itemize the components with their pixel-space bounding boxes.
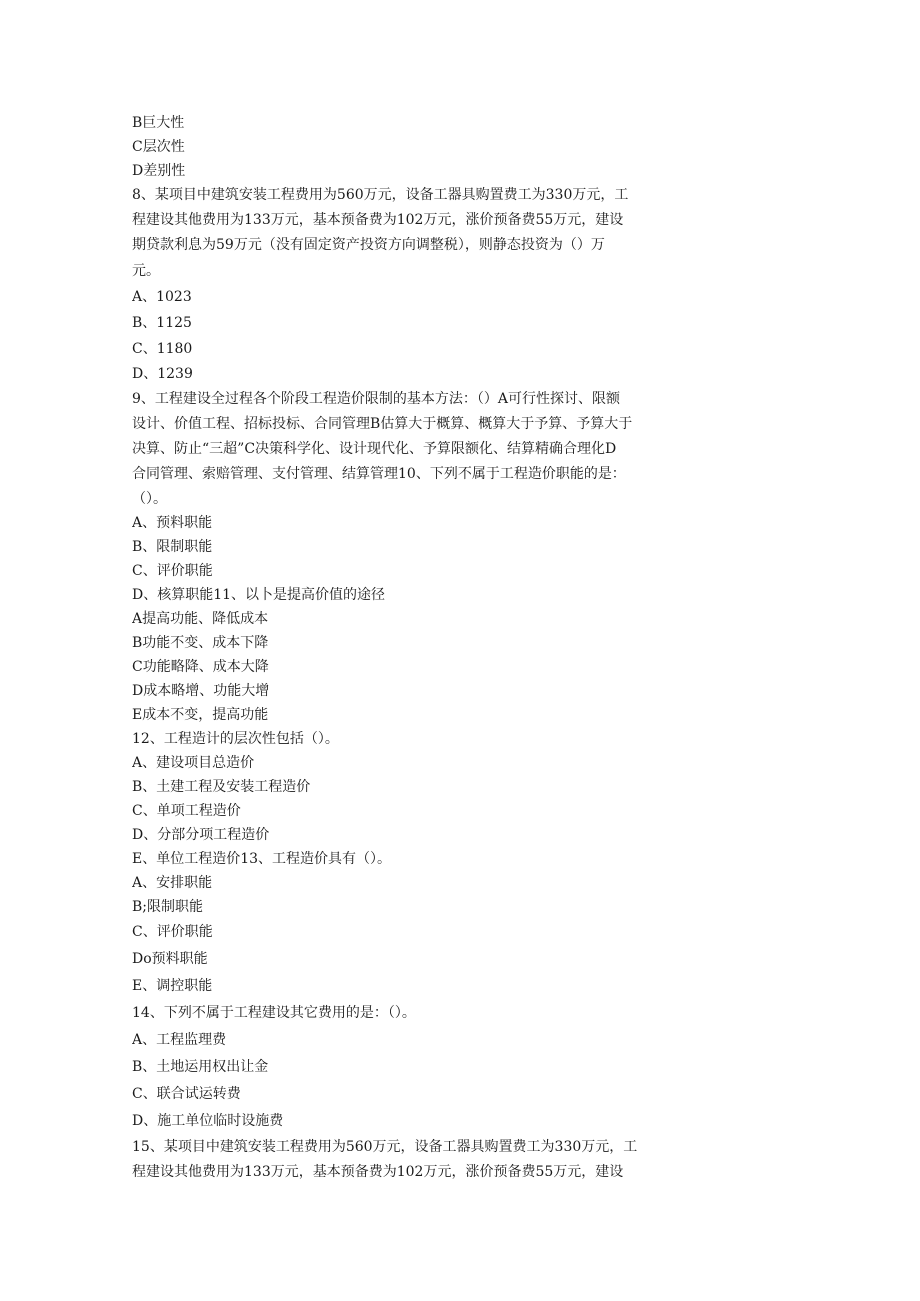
document-body [132, 111, 692, 1185]
text-line: 决算、防止“三超”C决策科学化、设计现代化、予算限额化、结算精确合理化D [132, 441, 617, 457]
text-line: D差别性 [132, 163, 186, 179]
text-line: C层次性 [132, 139, 185, 155]
text-line: B;限制职能 [132, 899, 204, 915]
text-line: C、评价职能 [132, 924, 213, 940]
text-line: （）。 [132, 491, 167, 507]
text-line: B、土地运用权出让金 [132, 1059, 269, 1075]
text-line: E成本不变，提高功能 [132, 707, 269, 723]
text-line: C功能略降、成本大降 [132, 659, 269, 675]
text-line: C、单项工程造价 [132, 803, 241, 819]
text-line: D、分部分项工程造价 [132, 827, 270, 843]
text-line: 程建设其他费用为133万元，基本预备费为102万元，涨价预备费55万元，建设 [132, 1164, 624, 1180]
text-line: 合同管理、索赔管理、支付管理、结算管理10、下列不属于工程造价职能的是： [132, 466, 626, 482]
text-line: 9、工程建设全过程各个阶段工程造价限制的基本方法：（）A可行性探讨、限额 [132, 391, 621, 407]
text-line: C、1180 [132, 341, 193, 357]
text-line: 程建设其他费用为133万元，基本预备费为102万元，涨价预备费55万元，建设 [132, 212, 624, 228]
text-line: 12、工程造计的层次性包括（）。 [132, 731, 339, 747]
text-line: C、联合试运转费 [132, 1086, 241, 1102]
text-line: 设计、价值工程、招标投标、合同管理B估算大于概算、概算大于予算、予算大于 [132, 416, 633, 432]
text-line: 14、下列不属于工程建设其它费用的是：（）。 [132, 1005, 416, 1021]
text-line: E、调控职能 [132, 978, 213, 994]
text-line: D、1239 [132, 366, 193, 382]
text-line: A、预料职能 [132, 515, 213, 531]
text-line: B功能不变、成本下降 [132, 635, 269, 651]
text-line: B巨大性 [132, 115, 185, 131]
text-line: 15、某项目中建筑安装工程费用为560万元，设备工器具购置费工为330万元，工 [132, 1139, 638, 1155]
text-line: A提高功能、降低成本 [132, 611, 269, 627]
text-line: E、单位工程造价13、工程造价具有（）。 [132, 851, 392, 867]
text-line: D、核算职能11、以卜是提高价值的途径 [132, 587, 386, 603]
text-line: A、安排职能 [132, 875, 213, 891]
text-line: D、施工单位临时设施费 [132, 1113, 284, 1129]
text-line: 期贷款利息为59万元（没有固定资产投资方向调整税），则静态投资为（）万 [132, 237, 605, 253]
text-line: B、土建工程及安装工程造价 [132, 779, 311, 795]
text-line: B、1125 [132, 315, 192, 331]
text-line: D成本略增、功能大增 [132, 683, 270, 699]
text-line: A、建设项目总造价 [132, 755, 255, 771]
text-line: 8、某项目中建筑安装工程费用为560万元，设备工器具购置费工为330万元，工 [132, 187, 629, 203]
text-line: A、1023 [132, 289, 192, 305]
text-line: A、工程监理费 [132, 1032, 227, 1048]
text-line: B、限制职能 [132, 539, 213, 555]
text-line: C、评价职能 [132, 563, 213, 579]
text-line: Do预料职能 [132, 951, 208, 967]
text-line: 元。 [132, 263, 160, 279]
